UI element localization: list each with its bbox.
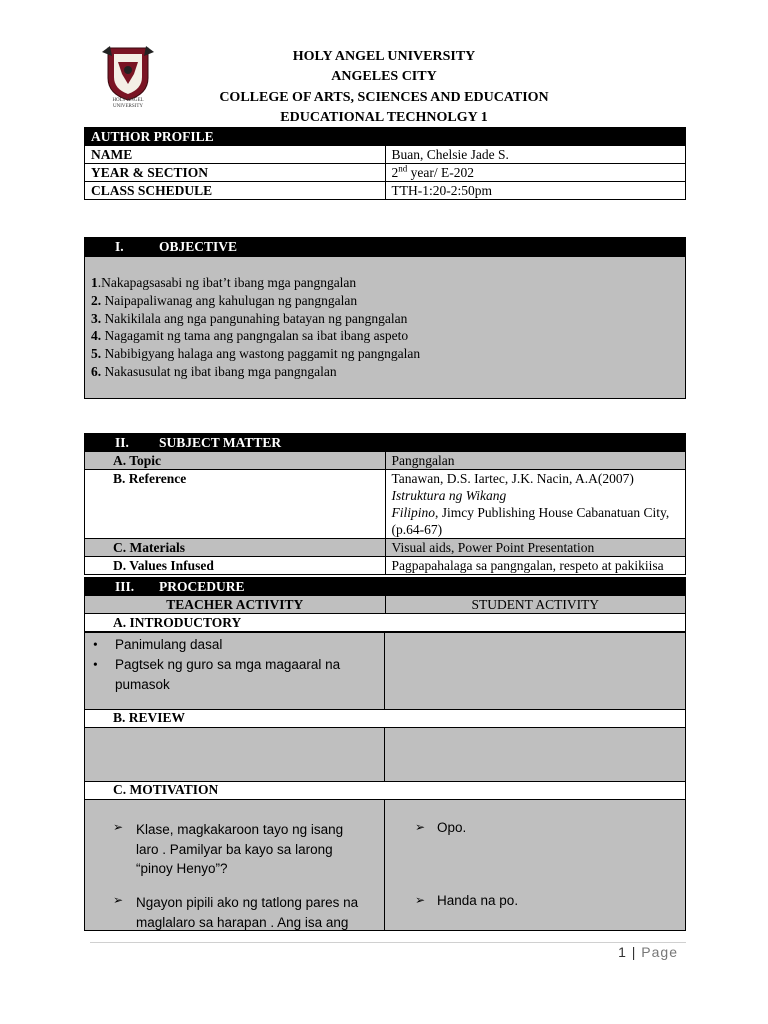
motivation-title: C. MOTIVATION — [113, 782, 219, 797]
objective-item — [91, 363, 420, 381]
procedure-section — [84, 577, 686, 632]
procedure-column-headers — [85, 596, 686, 614]
objective-list — [91, 274, 420, 381]
section-title: PROCEDURE — [159, 579, 245, 594]
introductory-item-cont: pumasok — [115, 677, 170, 692]
arrow-bullet-icon: ➢ — [415, 820, 426, 834]
section-title: OBJECTIVE — [159, 239, 238, 254]
subject-value — [385, 470, 686, 539]
author-label: NAME — [85, 146, 386, 164]
university-city: ANGELES CITY — [331, 69, 437, 85]
reference-title-a: Istruktura ng Wikang — [391, 488, 507, 503]
reference-authors: Tanawan, D.S. Iartec, J.K. Nacin, A.A(2007) — [391, 471, 634, 486]
objective-number: 1 — [91, 275, 98, 290]
year-number: 2 — [391, 165, 399, 180]
objective-box — [84, 256, 686, 399]
author-row-name — [85, 146, 686, 164]
motivation-title-row — [84, 781, 686, 800]
page-separator: | — [631, 944, 637, 960]
objective-item — [91, 310, 420, 328]
section-title: SUBJECT MATTER — [159, 435, 282, 450]
author-profile — [84, 127, 686, 200]
objective-text: Nakapagsasabi ng ibat’t ibang mga pangngalan — [101, 275, 357, 290]
objective-item — [91, 345, 420, 363]
objective-item — [91, 327, 420, 345]
introductory-teacher-cell — [84, 632, 385, 710]
objective-text: Nakikilala ang nga pangunahing batayan ng pangngalan — [104, 310, 408, 326]
subject-label: B. Reference — [85, 470, 386, 539]
subject-label: C. Materials — [85, 539, 386, 557]
objective-number: 3. — [91, 310, 102, 326]
subject-value: Pagpapahalaga sa pangngalan, respeto at pakikiisa — [385, 557, 686, 575]
motivation-teacher-cell — [84, 799, 385, 931]
subject-row-reference — [85, 470, 686, 539]
review-title-row — [84, 709, 686, 728]
motivation-teacher-text-1 — [136, 820, 343, 879]
text-line: maglalaro sa harapan . Ang isa ang — [136, 914, 349, 930]
objective-text: Naipapaliwanag ang kahulugan ng pangngalan — [104, 292, 358, 308]
arrow-bullet-icon: ➢ — [415, 893, 426, 907]
review-student-cell — [384, 727, 686, 782]
year-section-text: year/ E-202 — [407, 165, 474, 180]
objective-number: 2. — [91, 292, 102, 308]
introductory-student-cell — [384, 632, 686, 710]
year-suffix: nd — [398, 163, 408, 174]
bullet-dot-icon: • — [93, 637, 98, 652]
university-name: HOLY ANGEL UNIVERSITY — [292, 49, 476, 64]
objective-text: Nakasusulat ng ibat ibang mga pangngalan — [104, 363, 337, 379]
review-teacher-cell — [84, 727, 385, 782]
document-header — [160, 47, 608, 128]
author-row-year-section — [85, 164, 686, 182]
objective-item — [91, 292, 420, 310]
introductory-item: Panimulang dasal — [115, 637, 223, 652]
author-profile-title: AUTHOR PROFILE — [85, 128, 686, 146]
subject-value: Pangngalan — [385, 452, 686, 470]
author-value: TTH-1:20-2:50pm — [385, 182, 686, 200]
motivation-student-text-2: Handa na po. — [437, 893, 519, 908]
section-roman: III. — [115, 579, 135, 594]
objective-number: 6. — [91, 363, 102, 379]
introductory-title-row — [85, 614, 686, 632]
motivation-student-text-1: Opo. — [437, 820, 467, 835]
arrow-bullet-icon: ➢ — [113, 820, 124, 834]
bullet-dot-icon: • — [93, 657, 98, 672]
objective-number: 5. — [91, 346, 102, 362]
college-name: COLLEGE OF ARTS, SCIENCES AND EDUCATION — [219, 89, 549, 105]
author-value: Buan, Chelsie Jade S. — [385, 146, 686, 164]
page-footer — [618, 944, 678, 960]
introductory-item: Pagtsek ng guro sa mga magaaral na — [115, 657, 341, 672]
objective-section — [84, 237, 686, 256]
reference-title-b: Filipino — [391, 505, 435, 520]
motivation-student-cell — [384, 799, 686, 931]
section-roman: I. — [115, 239, 124, 254]
objective-sep: . — [97, 275, 102, 290]
objective-number: 4. — [91, 328, 102, 344]
objective-text: Nagagamit ng tama ang pangngalan sa ibat ibang aspeto — [104, 328, 409, 344]
footer-divider — [90, 942, 686, 943]
author-value — [385, 164, 686, 182]
page-number: 1 — [618, 944, 627, 960]
subject-matter-section — [84, 433, 686, 575]
student-activity-header: STUDENT ACTIVITY — [385, 596, 686, 614]
subject-row-values — [85, 557, 686, 575]
text-line: Klase, magkakaroon tayo ng isang — [136, 822, 344, 837]
subject-label: D. Values Infused — [85, 557, 386, 575]
text-line: laro . Pamilyar ba kayo sa larong — [136, 841, 333, 857]
arrow-bullet-icon: ➢ — [113, 893, 124, 907]
logo-text: HOLY ANGEL UNIVERSITY — [112, 98, 144, 109]
objective-text: Nabibigyang halaga ang wastong paggamit ng pangngalan — [104, 346, 421, 362]
objective-title-bar — [85, 238, 686, 256]
author-row-schedule — [85, 182, 686, 200]
subject-row-topic — [85, 452, 686, 470]
reference-publisher: , Jimcy Publishing House Cabanatuan City, (p.64-67) — [391, 505, 670, 537]
author-label: CLASS SCHEDULE — [85, 182, 386, 200]
university-logo — [100, 44, 156, 110]
text-line: “pinoy Henyo”? — [136, 861, 228, 876]
subject-row-materials — [85, 539, 686, 557]
page-label: Page — [641, 944, 678, 960]
subject-title-bar — [85, 434, 686, 452]
objective-item — [91, 274, 420, 292]
review-title: B. REVIEW — [113, 710, 186, 725]
course-name: EDUCATIONAL TECHNOLGY 1 — [280, 109, 488, 125]
subject-value: Visual aids, Power Point Presentation — [385, 539, 686, 557]
text-line: Ngayon pipili ako ng tatlong pares na — [136, 895, 359, 910]
teacher-activity-header: TEACHER ACTIVITY — [85, 596, 386, 614]
author-label: YEAR & SECTION — [85, 164, 386, 182]
subject-label: A. Topic — [85, 452, 386, 470]
section-roman: II. — [115, 435, 129, 450]
procedure-title-bar — [85, 578, 686, 596]
motivation-teacher-text-2 — [136, 893, 358, 932]
introductory-title: A. INTRODUCTORY — [85, 614, 686, 632]
